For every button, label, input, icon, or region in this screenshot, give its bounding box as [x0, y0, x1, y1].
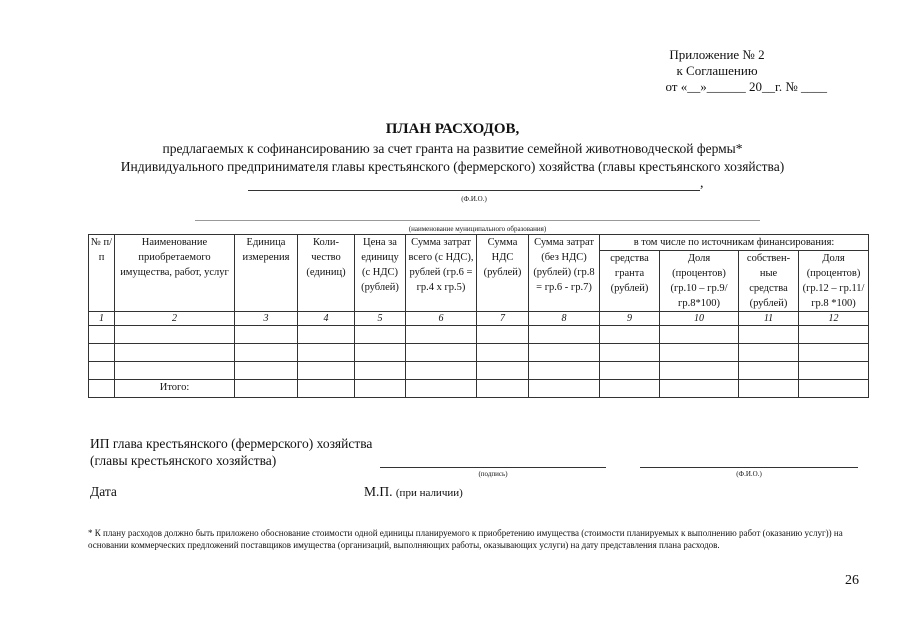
signatory-title-2: (главы крестьянского хозяйства)	[90, 453, 277, 468]
document-title: ПЛАН РАСХОДОВ,	[385, 121, 520, 137]
municipal-line	[195, 220, 760, 221]
appendix-date-number: от «__»______ 20__г. № ____	[665, 79, 827, 94]
col-num: 8	[529, 312, 600, 326]
signature-caption: (подпись)	[478, 470, 508, 478]
col-header-number: № п/п	[89, 235, 115, 312]
col-header-total-no-vat: Сумма затрат (без НДС) (рублей) (гр.8 = гр.6 - гр.7)	[529, 235, 600, 312]
total-label: Итого:	[115, 380, 235, 398]
signatory-fio-line	[640, 467, 858, 468]
stamp-note: (при наличии)	[395, 487, 463, 499]
col-num: 3	[235, 312, 298, 326]
col-header-grant-share: Доля (процентов) (гр.10 – гр.9/гр.8*100)	[660, 251, 739, 312]
col-header-grant: средства гранта (рублей)	[600, 251, 660, 312]
column-number-row	[89, 312, 869, 326]
signatory-fio-caption: (Ф.И.О.)	[736, 470, 762, 478]
stamp-block	[364, 483, 463, 502]
signatory-title-1: ИП глава крестьянского (фермерского) хозяйства	[90, 436, 373, 451]
page-number: 26	[845, 573, 859, 588]
col-header-unit: Единица измерения	[235, 235, 298, 312]
col-header-total: Сумма затрат всего (с НДС), рублей (гр.6 = гр.4 х гр.5)	[406, 235, 477, 312]
col-num: 10	[660, 312, 739, 326]
document-subtitle-1: предлагаемых к софинансированию за счет гранта на развитие семейной животноводческой фермы*	[162, 141, 743, 156]
col-num: 11	[739, 312, 799, 326]
col-header-financing-sources: в том числе по источникам финансирования:	[600, 235, 869, 251]
appendix-header	[607, 47, 827, 95]
col-num: 7	[477, 312, 529, 326]
expense-plan-table	[88, 234, 869, 398]
appendix-number: Приложение № 2	[669, 47, 765, 62]
col-num: 12	[799, 312, 869, 326]
col-num: 2	[115, 312, 235, 326]
table-row	[89, 326, 869, 344]
col-header-quantity: Коли-чество (единиц)	[298, 235, 355, 312]
stamp-label: М.П.	[364, 484, 393, 499]
col-header-own-funds: собствен-ные средства (рублей)	[739, 251, 799, 312]
date-label: Дата	[90, 484, 117, 499]
fio-caption: (Ф.И.О.)	[461, 195, 487, 203]
appendix-agreement: к Соглашению	[676, 63, 758, 78]
footnote: * К плану расходов должно быть приложено обоснование стоимости одной единицы планируемого к приобретению имущества (стоимости планируемых к выполнению работ (оказанию услуг)) на основании коммерческих предложений поставщиков имущества (организаций, выполняющих работы, оказывающих услуги) на дату представления плана расходов.	[88, 528, 843, 550]
municipal-caption: (наименование муниципального образования)	[408, 225, 547, 233]
col-header-own-share: Доля (процентов) (гр.12 – гр.11/гр.8 *100)	[799, 251, 869, 312]
col-num: 6	[406, 312, 477, 326]
header-row-1	[89, 235, 869, 251]
col-num: 1	[89, 312, 115, 326]
col-header-name: Наименование приобретаемого имущества, работ, услуг	[115, 235, 235, 312]
signature-line	[380, 467, 606, 468]
col-num: 5	[355, 312, 406, 326]
fio-line	[248, 190, 700, 191]
col-header-price: Цена за единицу (с НДС) (рублей)	[355, 235, 406, 312]
document-subtitle-2: Индивидуального предпринимателя главы крестьянского (фермерского) хозяйства (главы крестьянского хозяйства)	[120, 159, 785, 174]
table-row	[89, 362, 869, 380]
col-num: 4	[298, 312, 355, 326]
col-header-vat: Сумма НДС (рублей)	[477, 235, 529, 312]
fio-comma: ,	[700, 176, 704, 191]
table-row	[89, 344, 869, 362]
col-num: 9	[600, 312, 660, 326]
total-row	[89, 380, 869, 398]
